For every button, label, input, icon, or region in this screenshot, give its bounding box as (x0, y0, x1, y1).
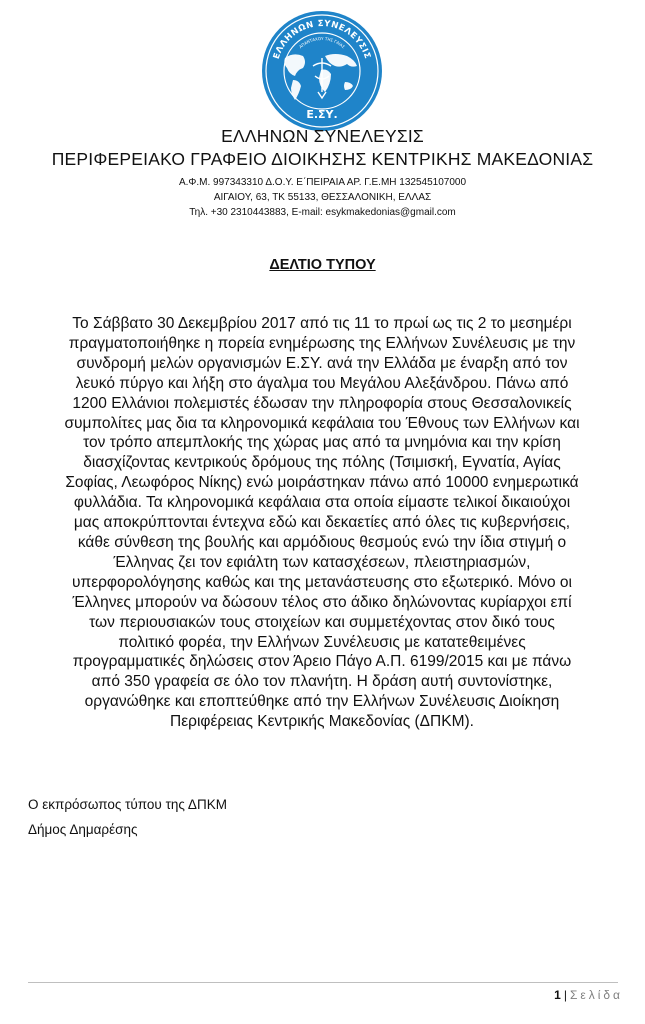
phone-email-line: Τηλ. +30 2310443883, E-mail: esykmakedonias@gmail.com (189, 207, 456, 218)
page-footer (554, 988, 623, 1002)
body-line: πολιτικό φορέα, την Ελλήνων Συνέλευσις με κατατεθειμένες (118, 633, 526, 651)
body-line: 1200 Ελλάνιοι πολεμιστές έδωσαν την πληροφορία στους Θεσσαλονικείς (72, 394, 572, 412)
tax-registration-line: Α.Φ.Μ. 997343310 Δ.Ο.Υ. Ε΄ΠΕΙΡΑΙΑ ΑΡ. Γ.Ε.ΜΗ 132545107000 (178, 177, 467, 188)
body-line: μας αποκρύπτονται έντεχνα εδώ και δεκαετίες από όλες τις κυβερνήσεις, (73, 514, 571, 532)
body-line: προγραμματικές δηλώσεις στον Άρειο Πάγο Α.Π. 6199/2015 και με πάνω (72, 653, 572, 671)
body-line: φυλλάδια. Τα κληρονομικά κεφάλαια στα οποία είμαστε τελικοί δικαιούχοι (73, 494, 571, 512)
body-line: Έλληνας ζει τον εφιάλτη των κατασχέσεων, πλειστηριασμών, (113, 553, 531, 571)
body-line: υπερφορολόγησης καθώς και της μετανάστευσης στο εξωτερικό. Μόνο οι (72, 573, 572, 591)
document-title: ΔΕΛΤΙΟ ΤΥΠΟΥ (269, 257, 376, 273)
body-line: κάθε σύνθεση της βουλής και αρμόδιους θεσμούς ενώ την ίδια στιγμή ο (77, 533, 567, 551)
logo-top-text: ΕΛΛΗΝΩΝ ΣΥΝΕΛΕΥΣΙΣ (271, 18, 373, 61)
body-line: των περιουσιακών τους στοιχείων και συμμετέχοντας στον δικό τους (89, 613, 555, 631)
body-line: Το Σάββατο 30 Δεκεμβρίου 2017 από τις 11 το πρωί ως τις 2 το μεσημέρι (72, 315, 572, 332)
page-label: Σελίδα (569, 988, 623, 1002)
body-line: Σοφίας, Λεωφόρος Νίκης) ενώ μοιράστηκαν πάνω από 10000 ενημερωτικά (65, 474, 579, 492)
signature-name: Δήμος Δημαρέσης (28, 822, 138, 837)
body-line: οργανώθηκε και εποπτεύθηκε από την Ελλήνων Συνέλευσις Διοίκηση (84, 693, 560, 711)
body-line: συμπολίτες μας δια τα κληρονομικά κεφάλαια του Έθνους των Ελλήνων και (64, 414, 580, 432)
body-line: τον τρόπο απεμπλοκής της χώρας μας από τα μνημόνια και την κρίση (83, 434, 561, 452)
footer-divider (28, 982, 618, 983)
page-number: 1 (554, 988, 561, 1002)
body-line: Περιφέρειας Κεντρικής Μακεδονίας (ΔΠΚΜ). (170, 713, 474, 731)
body-line: λευκό πύργο και λήξη στο άγαλμα του Μεγάλου Αλεξάνδρου. Πάνω από (75, 374, 569, 392)
body-line: διασχίζοντας κεντρικούς δρόμους της πόλης (Τσιμισκή, Εγνατία, Αγίας (83, 454, 561, 472)
organization-logo (261, 10, 383, 132)
page-separator: | (563, 988, 567, 1002)
logo-emblem (261, 10, 383, 132)
logo-small-text: ΑΠΑΝΤΑΧΟΥ ΤΗΣ ΓΑΙΑΣ (297, 35, 347, 50)
organization-name: ΕΛΛΗΝΩΝ ΣΥΝΕΛΕΥΣΙΣ (221, 126, 424, 146)
body-line: συνδρομή μελών οργανισμών Ε.ΣΥ. ανά την Ελλάδα με έναρξη από τον (76, 354, 568, 372)
office-name: ΠΕΡΙΦΕΡΕΙΑΚΟ ΓΡΑΦΕΙΟ ΔΙΟΙΚΗΣΗΣ ΚΕΝΤΡΙΚΗΣ ΜΑΚΕΔΟΝΙΑΣ (51, 149, 594, 169)
body-line: Έλληνες μπορούν να δώσουν τέλος στο άδικο δηλώνοντας κυρίαρχοι επί (72, 593, 572, 611)
signature-role: Ο εκπρόσωπος τύπου της ΔΠΚΜ (28, 797, 227, 812)
body-line: πραγματοποιήθηκε η πορεία ενημέρωσης της Ελλήνων Συνέλευσις με την (68, 334, 576, 352)
press-release-body (28, 314, 616, 732)
body-line: από 350 γραφεία σε όλο τον πλανήτη. Η δράση αυτή συντονίστηκε, (91, 673, 553, 691)
logo-bottom-text: Ε.ΣΥ. (306, 108, 338, 121)
address-line: ΑΙΓΑΙΟΥ, 63, ΤΚ 55133, ΘΕΣΣΑΛΟΝΙΚΗ, ΕΛΛΑΣ (213, 192, 432, 203)
